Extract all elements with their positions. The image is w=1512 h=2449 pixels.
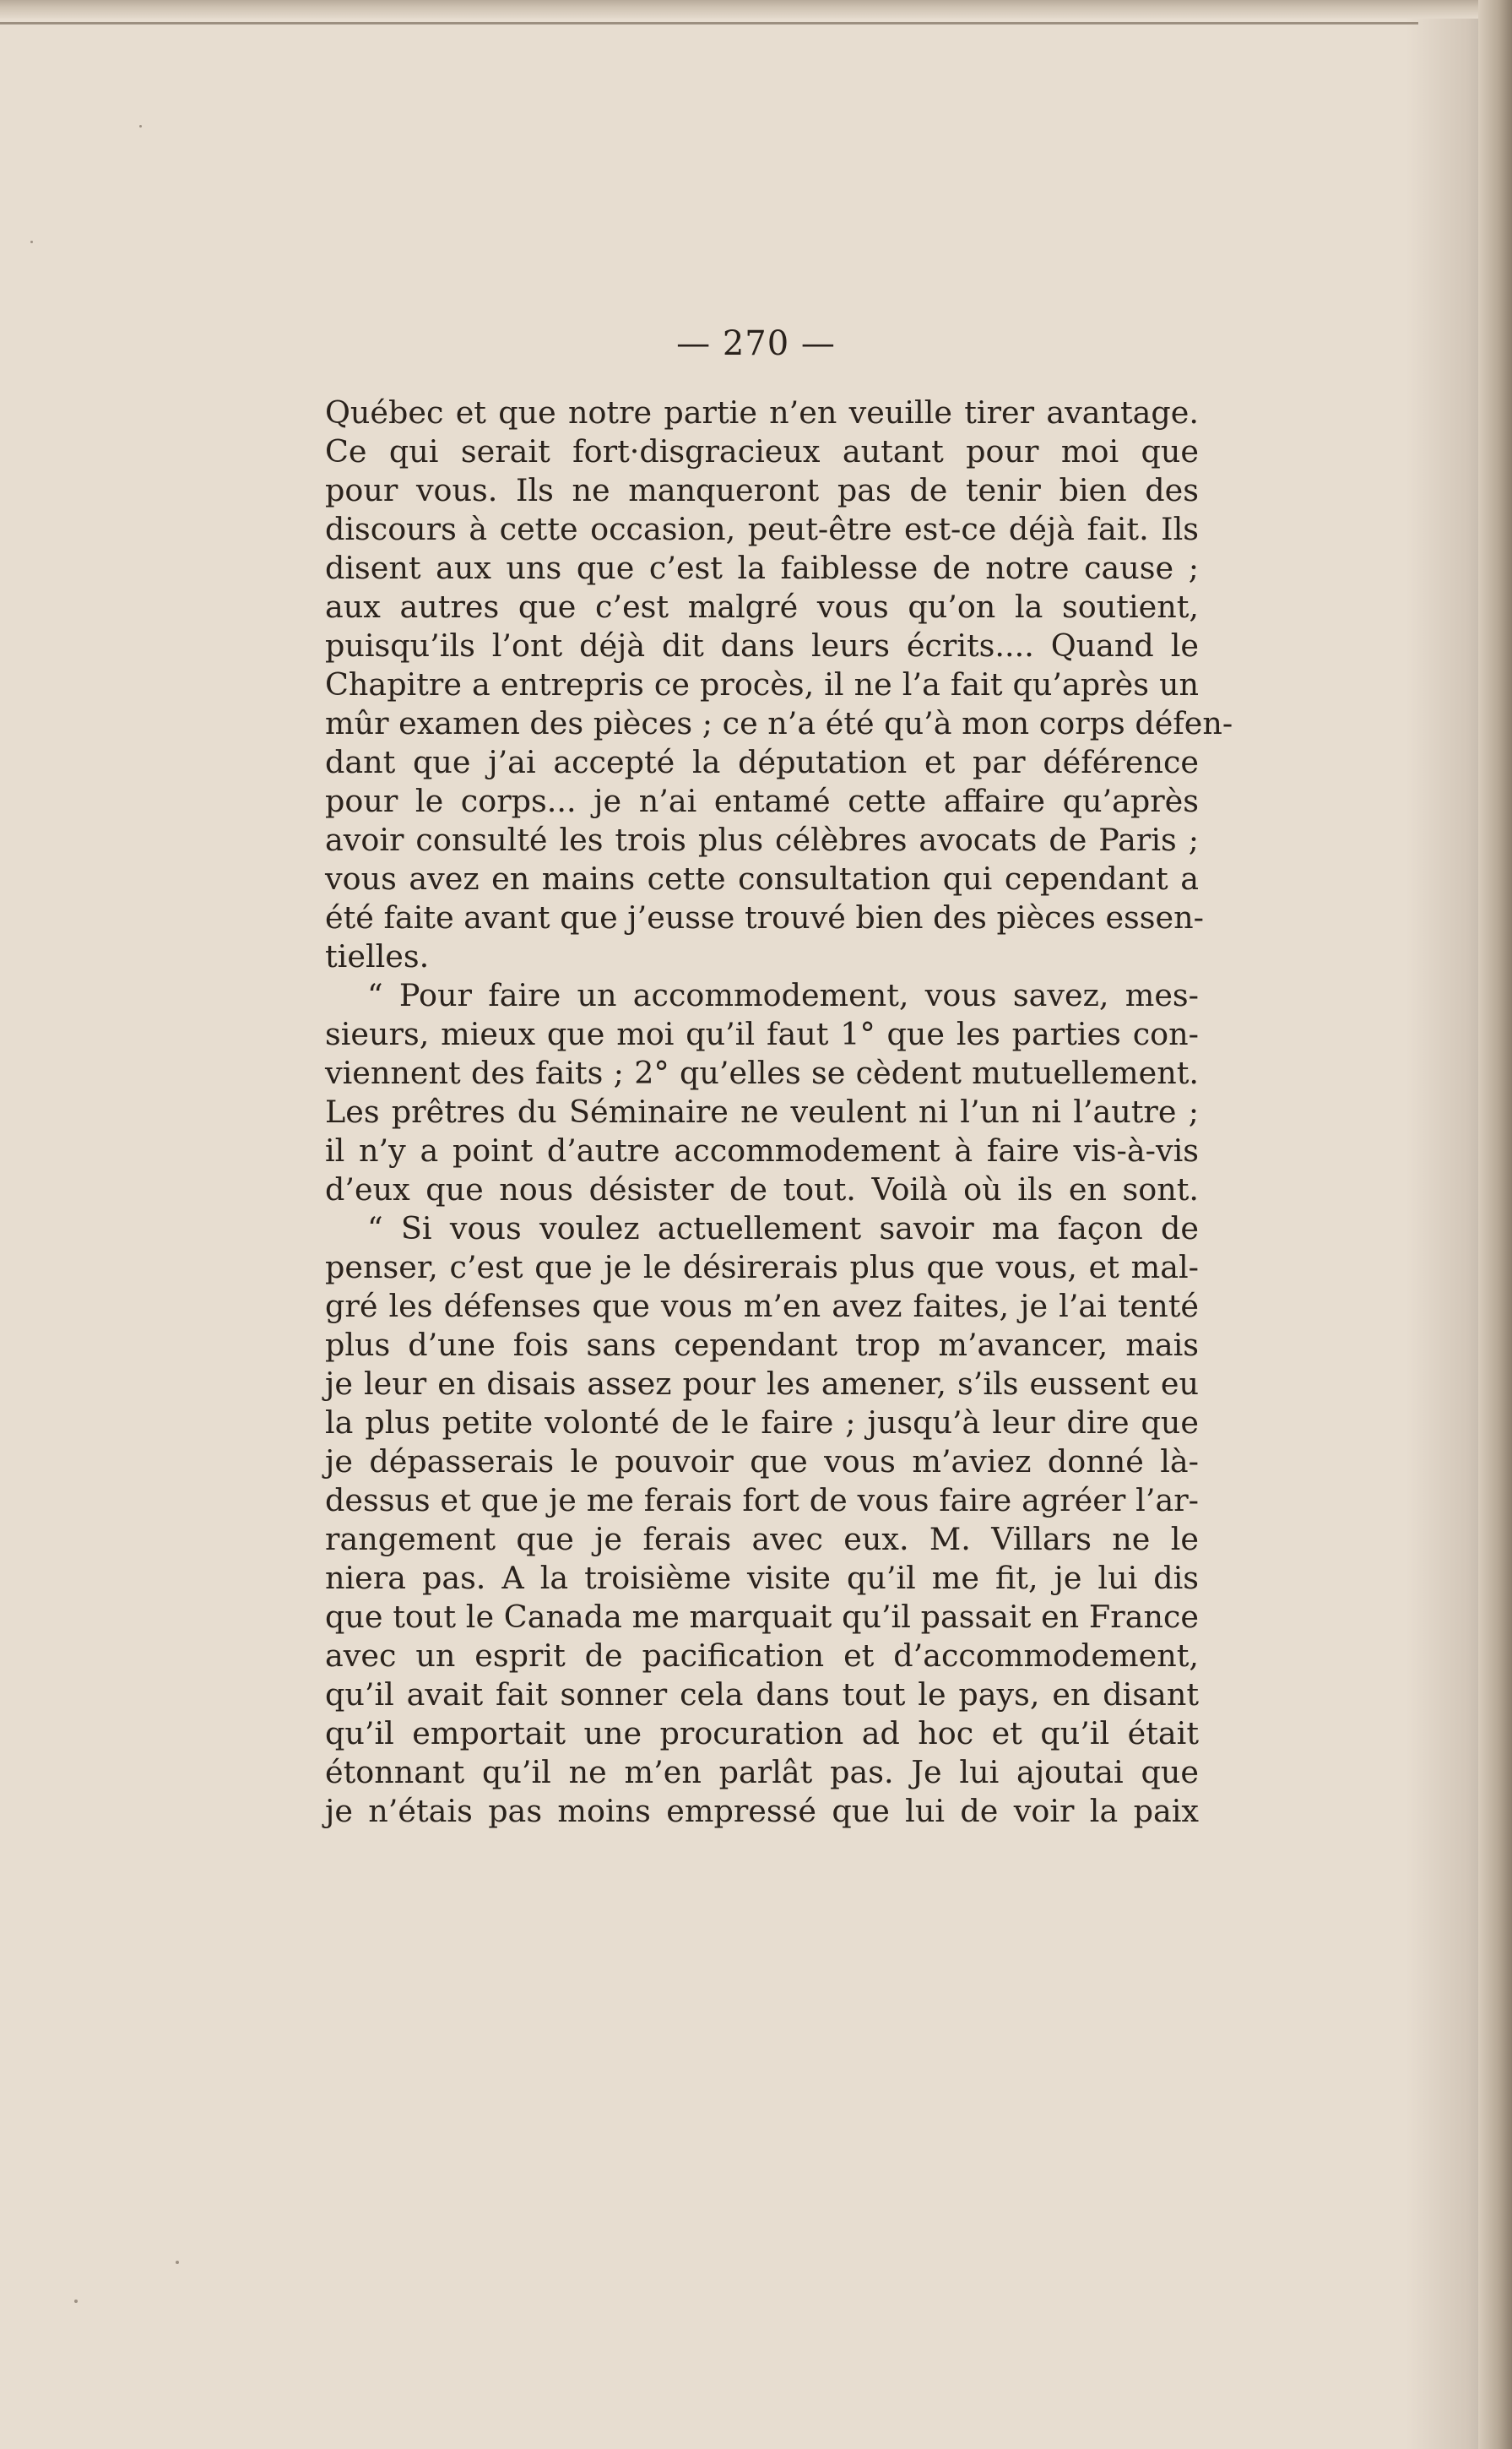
text-line: Ce qui serait fort·disgracieux autant pour moi que [325, 433, 1199, 470]
text-line: d’eux que nous désister de tout. Voilà où ils en sont. [325, 1171, 1199, 1208]
text-line: aux autres que c’est malgré vous qu’on la soutient, [325, 589, 1199, 625]
text-line: je dépasserais le pouvoir que vous m’aviez donné là- [325, 1443, 1199, 1480]
text-line: Les prêtres du Séminaire ne veulent ni l’un ni l’autre ; [325, 1094, 1199, 1130]
paper-speck [30, 241, 33, 243]
page-number: — 270 — [676, 324, 836, 363]
text-line: plus d’une fois sans cependant trop m’avancer, mais [325, 1327, 1199, 1363]
text-line: dessus et que je me ferais fort de vous faire agréer l’ar- [325, 1482, 1199, 1518]
text-line: la plus petite volonté de le faire ; jusqu’à leur dire que [325, 1404, 1199, 1441]
text-line: puisqu’ils l’ont déjà dit dans leurs écrits.... Quand le [325, 627, 1199, 664]
text-line: je n’étais pas moins empressé que lui de voir la paix [325, 1793, 1199, 1829]
text-line: avoir consulté les trois plus célèbres avocats de Paris ; [325, 822, 1199, 858]
text-line: vous avez en mains cette consultation qui cependant a [325, 861, 1199, 897]
text-line: tielles. [325, 938, 430, 975]
text-line: niera pas. A la troisième visite qu’il me fit, je lui dis [325, 1560, 1199, 1596]
paper-speck [74, 2300, 78, 2303]
text-line: il n’y a point d’autre accommodement à faire vis-à-vis [325, 1132, 1199, 1169]
text-line: penser, c’est que je le désirerais plus que vous, et mal- [325, 1249, 1199, 1285]
text-line: que tout le Canada me marquait qu’il passait en France [325, 1599, 1199, 1635]
text-line: qu’il emportait une procuration ad hoc et qu’il était [325, 1715, 1199, 1751]
text-line: étonnant qu’il ne m’en parlât pas. Je lui ajoutai que [325, 1754, 1199, 1790]
text-line: “ Si vous voulez actuellement savoir ma façon de [367, 1210, 1199, 1246]
text-line: rangement que je ferais avec eux. M. Villars ne le [325, 1521, 1199, 1557]
text-line: je leur en disais assez pour les amener, s’ils eussent eu [325, 1366, 1199, 1402]
text-line: été faite avant que j’eusse trouvé bien des pièces essen- [325, 899, 1204, 936]
text-line: dant que j’ai accepté la députation et par déférence [325, 744, 1199, 780]
text-line: disent aux uns que c’est la faiblesse de notre cause ; [325, 550, 1199, 586]
paper-speck [139, 125, 142, 128]
text-line: viennent des faits ; 2° qu’elles se cèdent mutuellement. [325, 1055, 1199, 1091]
text-line: Québec et que notre partie n’en veuille tirer avantage. [325, 394, 1199, 431]
text-line: Chapitre a entrepris ce procès, il ne l’a fait qu’après un [325, 666, 1199, 703]
body-text [325, 394, 1233, 1831]
text-line: sieurs, mieux que moi qu’il faut 1° que les parties con- [325, 1016, 1199, 1052]
text-line: pour le corps... je n’ai entamé cette affaire qu’après [325, 783, 1199, 819]
text-line: qu’il avait fait sonner cela dans tout le pays, en disant [325, 1676, 1199, 1713]
text-line: pour vous. Ils ne manqueront pas de tenir bien des [325, 472, 1199, 508]
page-top-edge [0, 0, 1512, 19]
page-right-edge [1478, 0, 1512, 2449]
text-line: avec un esprit de pacification et d’accommodement, [325, 1637, 1199, 1674]
page-top-rule [0, 22, 1418, 24]
paper-speck [176, 2261, 179, 2264]
text-line: mûr examen des pièces ; ce n’a été qu’à mon corps défen- [325, 705, 1233, 741]
text-line: discours à cette occasion, peut-être est-ce déjà fait. Ils [325, 511, 1199, 547]
text-line: “ Pour faire un accommodement, vous savez, mes- [367, 977, 1199, 1013]
text-line: gré les défenses que vous m’en avez faites, je l’ai tenté [325, 1288, 1199, 1324]
